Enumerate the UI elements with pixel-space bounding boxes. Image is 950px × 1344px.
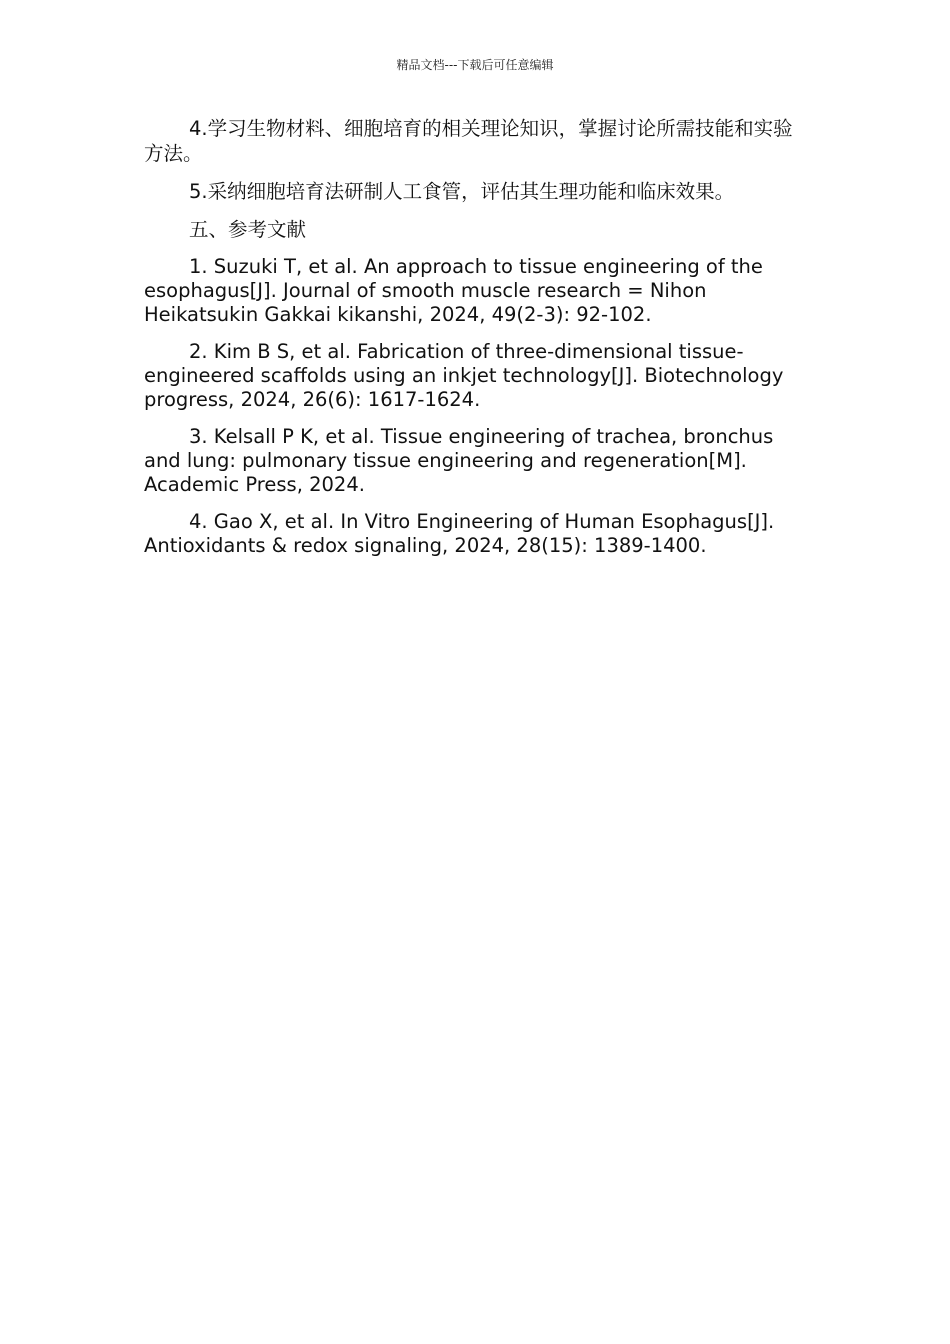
page-header: 精品文档---下载后可任意编辑 (396, 58, 554, 72)
reference-item-4: 4. Gao X, et al. In Vitro Engineering of Human Esophagus[J]. Antioxidants & redox signaling, 2024, 28(15): 1389-1400. (144, 510, 775, 557)
document-body (144, 116, 806, 571)
objective-item-4: 4.学习生物材料、细胞培育的相关理论知识，掌握讨论所需技能和实验方法。 (144, 117, 793, 165)
reference-item-1: 1. Suzuki T, et al. An approach to tissue engineering of the esophagus[J]. Journal of smooth muscle research = Nihon Heikatsukin Gakkai kikanshi, 2024, 49(2-3): 92-102. (144, 255, 763, 326)
section-heading-references: 五、参考文献 (189, 218, 307, 241)
objective-item-5: 5.采纳细胞培育法研制人工食管，评估其生理功能和临床效果。 (189, 180, 735, 203)
reference-item-2: 2. Kim B S, et al. Fabrication of three-dimensional tissue-engineered scaffolds using an inkjet technology[J]. Biotechnology progress, 2024, 26(6): 1617-1624. (144, 340, 784, 411)
reference-item-3: 3. Kelsall P K, et al. Tissue engineering of trachea, bronchus and lung: pulmonary tissue engineering and regeneration[M]. Academic Press, 2024. (144, 425, 774, 496)
